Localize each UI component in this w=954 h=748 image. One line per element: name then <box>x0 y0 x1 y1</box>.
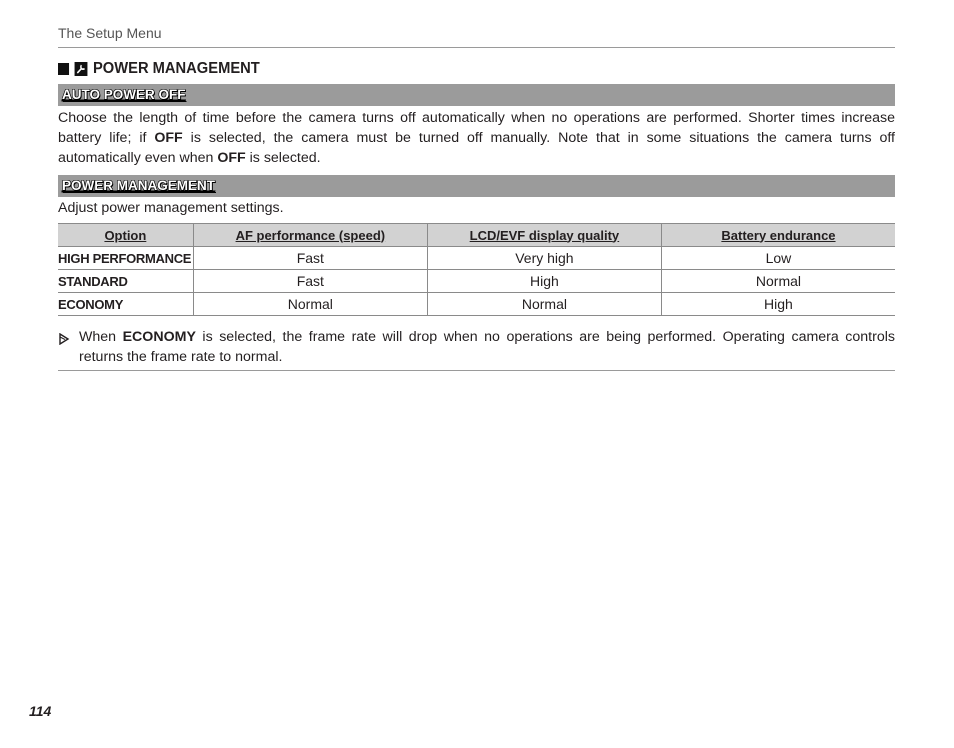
battery-endurance-cell: High <box>661 293 895 316</box>
setup-wrench-icon <box>75 62 88 76</box>
off-keyword-1: OFF <box>154 130 183 146</box>
display-quality-cell: High <box>427 270 661 293</box>
option-cell: HIGH PERFORMANCE <box>58 247 193 270</box>
note-text-1: When <box>79 329 123 345</box>
auto-power-off-description <box>58 108 895 168</box>
square-bullet-icon <box>58 63 69 75</box>
column-header-af-performance: AF performance (speed) <box>193 224 427 247</box>
af-performance-cell: Fast <box>193 270 427 293</box>
auto-power-off-heading-band <box>58 84 895 106</box>
af-performance-cell: Normal <box>193 293 427 316</box>
table-row <box>58 247 895 270</box>
note-divider <box>58 370 895 371</box>
auto-power-off-heading: AUTO POWER OFF <box>62 87 186 102</box>
auto-power-off-text-2: is selected, the camera must be turned off manually. Note that in some situations the camera turns off automatically even when <box>58 130 895 166</box>
column-header-option: Option <box>58 224 193 247</box>
note-text-2: is selected, the frame rate will drop when no operations are being performed. Operating camera controls returns the frame rate to normal. <box>79 329 895 365</box>
power-management-heading: POWER MANAGEMENT <box>62 178 215 193</box>
section-title <box>58 59 260 79</box>
display-quality-cell: Very high <box>427 247 661 270</box>
page-number: 114 <box>29 703 52 719</box>
section-title-text: POWER MANAGEMENT <box>92 60 260 77</box>
option-cell: STANDARD <box>58 270 193 293</box>
note-text <box>79 327 895 367</box>
table-row <box>58 270 895 293</box>
power-management-heading-band <box>58 175 895 197</box>
off-keyword-2: OFF <box>217 150 246 166</box>
display-quality-cell: Normal <box>427 293 661 316</box>
auto-power-off-text-3: is selected. <box>245 150 321 166</box>
column-header-display-quality: LCD/EVF display quality <box>427 224 661 247</box>
option-cell: ECONOMY <box>58 293 193 316</box>
column-header-battery-endurance: Battery endurance <box>661 224 895 247</box>
battery-endurance-cell: Normal <box>661 270 895 293</box>
running-head: The Setup Menu <box>58 25 162 41</box>
auto-power-off-text-1: Choose the length of time before the camera turns off automatically when no operations are performed. Shorter times increase battery life; if <box>58 110 895 146</box>
note-pencil-icon <box>58 331 70 343</box>
power-management-table <box>58 223 895 316</box>
battery-endurance-cell: Low <box>661 247 895 270</box>
economy-keyword: ECONOMY <box>122 329 196 345</box>
power-management-description: Adjust power management settings. <box>58 200 284 216</box>
header-divider <box>58 47 895 48</box>
af-performance-cell: Fast <box>193 247 427 270</box>
table-row <box>58 293 895 316</box>
table-header-row <box>58 224 895 247</box>
